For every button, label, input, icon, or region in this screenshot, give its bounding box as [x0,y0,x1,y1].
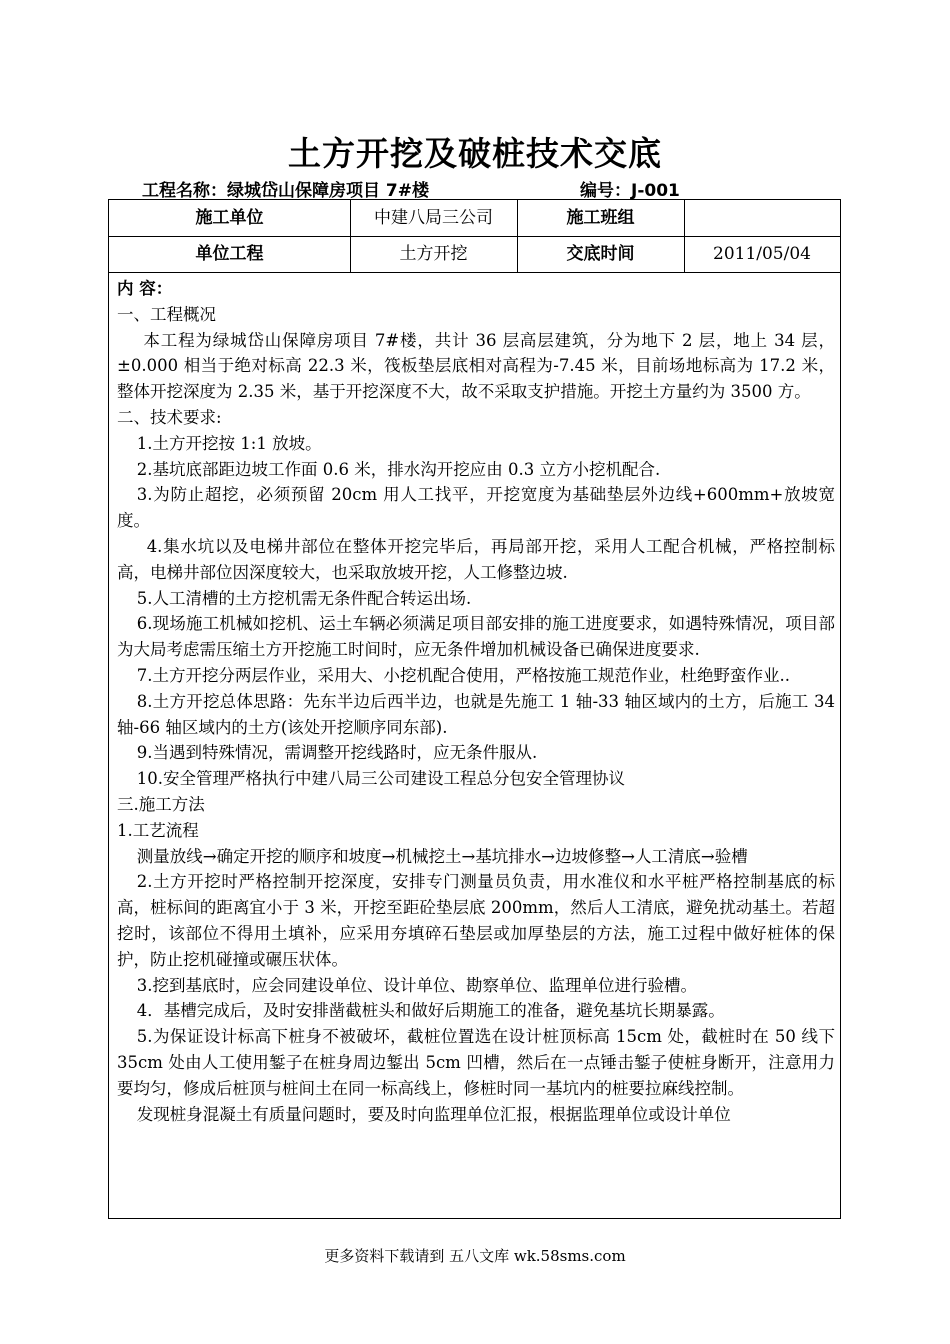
value-disclosure-date: 2011/05/04 [713,244,811,264]
section-heading: 一、工程概况 [117,304,216,324]
list-item: 7.土方开挖分两层作业，采用大、小挖机配合使用，严格按施工规范作业，杜绝野蛮作业.. [136,665,791,685]
content-body [117,276,835,1127]
list-item: 5.人工清槽的土方挖机需无条件配合转运出场. [136,588,472,608]
label-construction-unit: 施工单位 [195,208,264,228]
list-item: 9.当遇到特殊情况，需调整开挖线路时，应无条件服从. [136,743,538,763]
footer-link[interactable]: 更多资料下载请到 五八文库 wk.58sms.com [324,1247,626,1265]
document-title: 土方开挖及破桩技术交底 [288,134,662,173]
project-name: 工程名称：绿城岱山保障房项目 7#楼 [142,181,429,201]
list-item: 3.挖到基底时，应会同建设单位、设计单位、勘察单位、监理单位进行验槽。 [136,975,698,995]
list-item: 3.为防止超挖，必须预留 20cm 用人工找平，开挖宽度为基础垫层外边线+600mm+放坡宽度。 [117,485,835,531]
list-item: 5.为保证设计标高下桩身不被破坏，截桩位置选在设计桩顶标高 15cm 处，截桩时在 50 线下 35cm 处由人工使用錾子在桩身周边錾出 5cm 凹槽，然后在一点锤击錾子使桩身断开，注意用力要均匀，修成后桩顶与桩间土在同一标高线上，修桩时同一基坑内的桩要拉麻线控制。 [117,1027,835,1098]
sub-heading: 1.工艺流程 [117,820,199,840]
section-heading: 三.施工方法 [117,794,205,814]
paragraph: 本工程为绿城岱山保障房项目 7#楼，共计 36 层高层建筑，分为地下 2 层，地上 34 层，±0.000 相当于绝对标高 22.3 米，筏板垫层底相对高程为-7.45 米，目前场地标高为 17.2 米，整体开挖深度为 2.35 米，基于开挖深度不大，故不采取支护措施。开挖土方量约为 3500 方。 [117,330,835,402]
value-work-team [684,200,840,236]
value-unit-project: 土方开挖 [399,244,468,264]
list-item: 2.土方开挖时严格控制开挖深度，安排专门测量员负责，用水准仪和水平桩严格控制基底的标高，桩标间的距离宜小于 3 米，开挖至距砼垫层底 200mm，然后人工清底，避免扰动基土。若超挖时，该部位不得用土填补，应采用夯填碎石垫层或加厚垫层的方法，施工过程中做好桩体的保护，防止挖机碰撞或碾压状体。 [117,872,835,969]
list-item: 10.安全管理严格执行中建八局三公司建设工程总分包安全管理协议 [136,769,626,789]
value-construction-unit: 中建八局三公司 [374,208,493,228]
process-flow: 测量放线→确定开挖的顺序和坡度→机械挖土→基坑排水→边坡修整→人工清底→验槽 [136,846,748,866]
list-item: 4.集水坑以及电梯井部位在整体开挖完毕后，再局部开挖，采用人工配合机械，严格控制标高，电梯井部位因深度较大，也采取放坡开挖，人工修整边坡. [117,536,835,582]
content-label: 内 容： [117,279,173,298]
section-heading: 二、技术要求: [117,407,222,427]
label-unit-project: 单位工程 [195,244,264,264]
list-item: 6.现场施工机械如挖机、运土车辆必须满足项目部安排的施工进度要求，如遇特殊情况，项目部为大局考虑需压缩土方开挖施工时间时，应无条件增加机械设备已确保进度要求. [117,614,835,660]
list-item: 1.土方开挖按 1:1 放坡。 [136,433,322,453]
list-item: 4．基槽完成后，及时安排凿截桩头和做好后期施工的准备，避免基坑长期暴露。 [136,1001,725,1021]
list-item: 8.土方开挖总体思路：先东半边后西半边，也就是先施工 1 轴-33 轴区域内的土方，后施工 34 轴-66 轴区域内的土方(该处开挖顺序同东部). [117,691,835,737]
row-divider [109,272,840,273]
label-disclosure-date: 交底时间 [566,244,635,264]
document-number: 编号：J-001 [580,181,680,201]
paragraph: 发现桩身混凝土有质量问题时，要及时向监理单位汇报，根据监理单位或设计单位 [136,1104,731,1124]
label-work-team: 施工班组 [566,208,635,228]
list-item: 2.基坑底部距边坡工作面 0.6 米，排水沟开挖应由 0.3 立方小挖机配合. [136,459,661,479]
disclosure-table [108,199,841,1219]
